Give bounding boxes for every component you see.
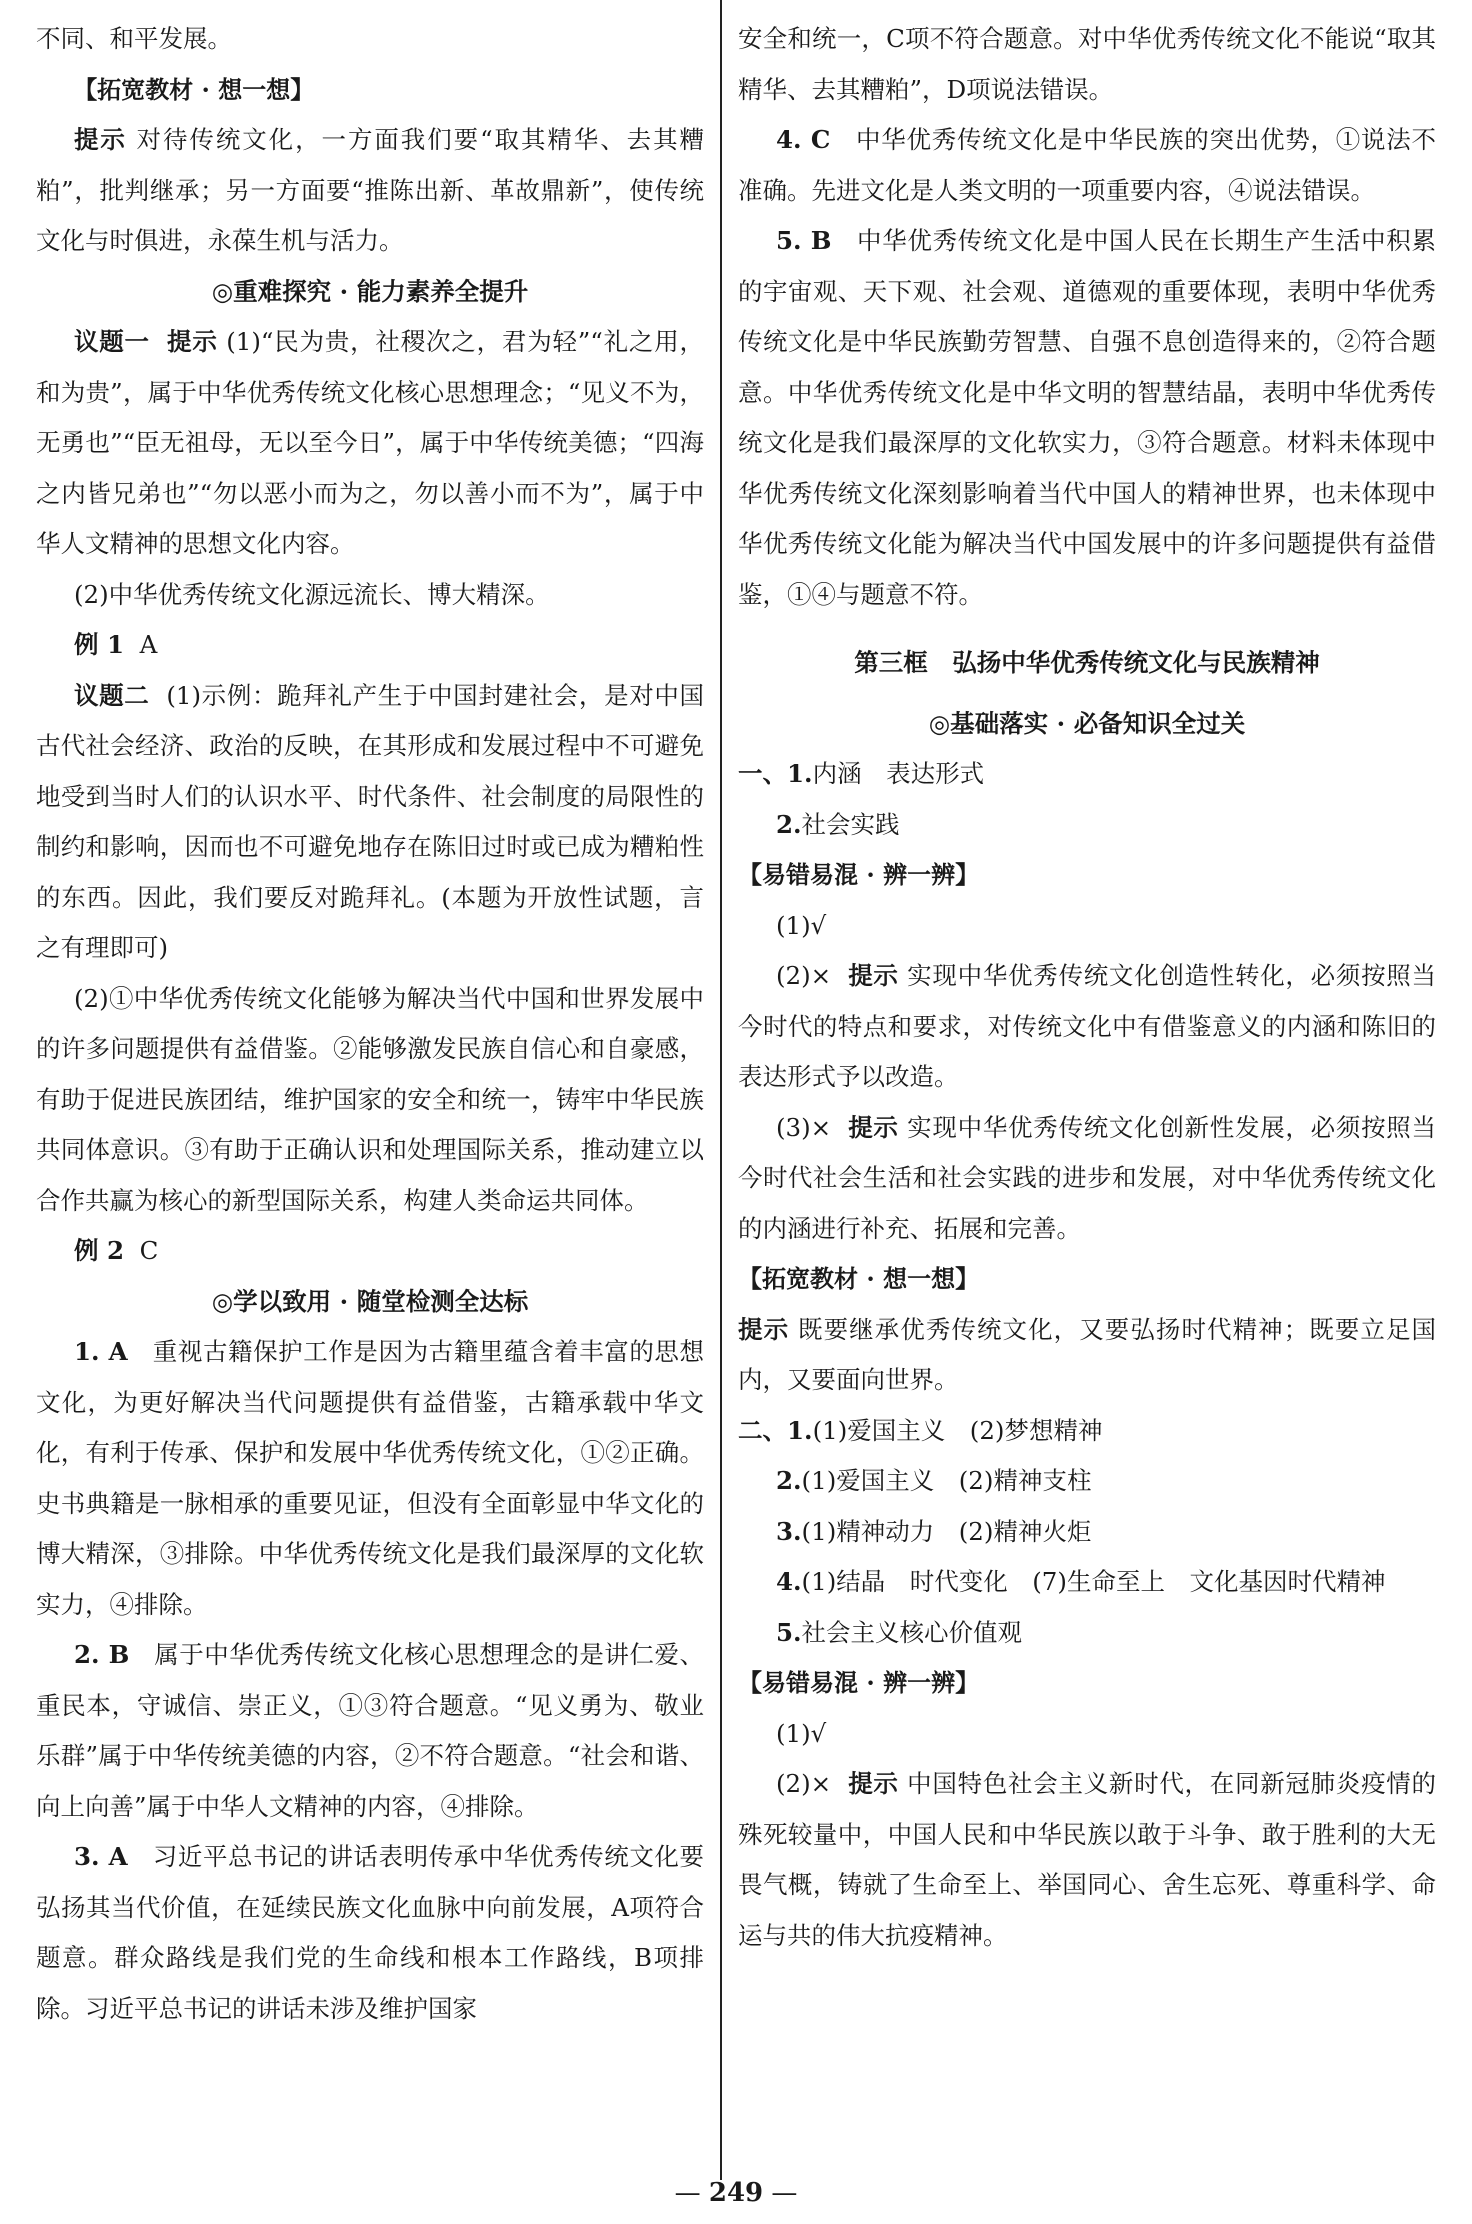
hint-label: 提示 bbox=[167, 327, 218, 356]
question-answer bbox=[36, 1630, 704, 1832]
answer-text: (1)精神动力 (2)精神火炬 bbox=[801, 1516, 1092, 1546]
answer-line bbox=[738, 1406, 1436, 1457]
paragraph-text: 重视古籍保护工作是因为古籍里蕴含着丰富的思想文化，为更好解决当代问题提供有益借鉴，古籍承载中华文化，有利于传承、保护和发展中华优秀传统文化，①②正确。史书典籍是一脉相承的重要见证，但没有全面彰显中华文化的博大精深，③排除。中华优秀传统文化是我们最深厚的文化软实力，④排除。 bbox=[36, 1337, 704, 1619]
answer-letter: A bbox=[139, 630, 158, 659]
right-column bbox=[738, 14, 1436, 1961]
answer-text: (1)爱国主义 (2)梦想精神 bbox=[812, 1415, 1103, 1445]
section-heading: ◎基础落实 · 必备知识全过关 bbox=[928, 708, 1246, 738]
question-label: 5. B bbox=[775, 226, 832, 255]
answer-line bbox=[738, 800, 1436, 851]
paragraph-text: 中华优秀传统文化是中华民族的突出优势，①说法不准确。先进文化是人类文明的一项重要内容，④说法错误。 bbox=[738, 125, 1436, 205]
hint-label: 提示 bbox=[738, 1314, 790, 1344]
left-column bbox=[36, 14, 704, 2034]
section-heading: 【拓宽教材 · 想一想】 bbox=[738, 1264, 980, 1293]
hint-label: 提示 bbox=[848, 961, 899, 990]
answer-text: (1)爱国主义 (2)精神支柱 bbox=[801, 1466, 1092, 1495]
paragraph: 安全和统一，C项不符合题意。对中华优秀传统文化不能说“取其精华、去其糟粕”，D项说法错误。 bbox=[738, 24, 1436, 104]
judgement-mark: (2)× bbox=[775, 961, 832, 990]
paragraph bbox=[36, 115, 704, 267]
section-heading: 【易错易混 · 辨一辨】 bbox=[738, 1668, 980, 1697]
topic-label: 议题二 bbox=[73, 680, 150, 710]
example-label: 例 2 bbox=[73, 1236, 125, 1265]
answer-text: 内涵 表达形式 bbox=[812, 759, 985, 788]
paragraph bbox=[36, 1226, 704, 1277]
answer-line bbox=[738, 1507, 1436, 1558]
paragraph-text: 中华优秀传统文化是中国人民在长期生产生活中积累的宇宙观、天下观、社会观、道德观的重要体现，表明中华优秀传统文化是中华民族勤劳智慧、自强不息创造得来的，②符合题意。中华优秀传统文化是中华文明的智慧结晶，表明中华优秀传统文化是我们最深厚的文化软实力，③符合题意。材料未体现中华优秀传统文化深刻影响着当代中国人的精神世界，也未体现中华优秀传统文化能为解决当代中国发展中的许多问题提供有益借鉴，①④与题意不符。 bbox=[738, 226, 1436, 609]
question-label: 1. A bbox=[73, 1337, 128, 1366]
answer-text: (1)结晶 时代变化 (7)生命至上 文化基因时代精神 bbox=[801, 1567, 1386, 1596]
section-heading: ◎重难探究 · 能力素养全提升 bbox=[211, 276, 529, 306]
page-number-value: 249 bbox=[708, 2178, 764, 2208]
judgement-mark: (3)× bbox=[775, 1112, 832, 1142]
hint-label: 提示 bbox=[848, 1112, 899, 1142]
question-answer bbox=[36, 1327, 704, 1630]
section-heading: ◎学以致用 · 随堂检测全达标 bbox=[211, 1286, 529, 1316]
paragraph-text: 中国特色社会主义新时代，在同新冠肺炎疫情的殊死较量中，中国人民和中华民族以敢于斗争、敢于胜利的大无畏气概，铸就了生命至上、举国同心、舍生忘死、尊重科学、命运与共的伟大抗疫精神。 bbox=[738, 1769, 1437, 1950]
question-label: 2. B bbox=[73, 1640, 130, 1669]
hint-label: 提示 bbox=[73, 125, 127, 154]
answer-letter: C bbox=[139, 1236, 159, 1265]
item-label: 2. bbox=[775, 1466, 802, 1495]
item-label: 4. bbox=[775, 1567, 802, 1596]
frame-title: 第三框 弘扬中华优秀传统文化与民族精神 bbox=[854, 648, 1320, 677]
paragraph-text: 对待传统文化，一方面我们要“取其精华、去其糟粕”，批判继承；另一方面要“推陈出新、革故鼎新”，使传统文化与时俱进，永葆生机与活力。 bbox=[36, 125, 704, 255]
section-heading: 【拓宽教材 · 想一想】 bbox=[73, 74, 315, 104]
answer-text: 社会主义核心价值观 bbox=[801, 1617, 1023, 1647]
paragraph-text: 习近平总书记的讲话表明传承中华优秀传统文化要弘扬其当代价值，在延续民族文化血脉中向前发展，A项符合题意。群众路线是我们党的生命线和根本工作路线，B项排除。习近平总书记的讲话未涉及维护国家 bbox=[36, 1842, 704, 2023]
paragraph-text: (1)“民为贵，社稷次之，君为轻”“礼之用，和为贵”，属于中华优秀传统文化核心思想理念；“见义不为，无勇也”“臣无祖母，无以至今日”，属于中华传统美德；“四海之内皆兄弟也”“勿以恶小而为之，勿以善小而不为”，属于中华人文精神的思想文化内容。 bbox=[36, 327, 705, 558]
section-heading: 【易错易混 · 辨一辨】 bbox=[738, 860, 980, 889]
paragraph: 不同、和平发展。 bbox=[36, 24, 232, 53]
paragraph-text: 属于中华优秀传统文化核心思想理念的是讲仁爱、重民本，守诚信、崇正义，①③符合题意。“见义勇为、敬业乐群”属于中华传统美德的内容，②不符合题意。“社会和谐、向上向善”属于中华人文精神的内容，④排除。 bbox=[36, 1640, 704, 1821]
item-label: 二、1. bbox=[738, 1415, 813, 1445]
question-answer bbox=[738, 216, 1436, 620]
question-label: 3. A bbox=[73, 1842, 128, 1871]
paragraph bbox=[36, 620, 704, 671]
paragraph-text: 既要继承优秀传统文化，又要弘扬时代精神；既要立足国内，又要面向世界。 bbox=[738, 1314, 1437, 1394]
item-label: 一、1. bbox=[738, 759, 813, 788]
topic-label: 议题一 bbox=[73, 327, 150, 356]
paragraph-text: 实现中华优秀传统文化创新性发展，必须按照当今时代社会生活和社会实践的进步和发展，对中华优秀传统文化的内涵进行补充、拓展和完善。 bbox=[738, 1112, 1437, 1243]
answer-line bbox=[738, 749, 1436, 800]
paragraph bbox=[738, 1305, 1436, 1406]
paragraph: (2)①中华优秀传统文化能够为解决当代中国和世界发展中的许多问题提供有益借鉴。②能够激发民族自信心和自豪感，有助于促进民族团结，维护国家的安全和统一，铸牢中华民族共同体意识。③有助于正确认识和处理国际关系，推动建立以合作共赢为核心的新型国际关系，构建人类命运共同体。 bbox=[36, 983, 704, 1215]
answer-line bbox=[738, 1759, 1436, 1961]
answer-line bbox=[738, 1557, 1436, 1608]
answer-line: (1)√ bbox=[775, 910, 827, 940]
paragraph-text: 实现中华优秀传统文化创造性转化，必须按照当今时代的特点和要求，对传统文化中有借鉴意义的内涵和陈旧的表达形式予以改造。 bbox=[738, 961, 1437, 1091]
answer-line bbox=[738, 1608, 1436, 1659]
answer-line bbox=[738, 1103, 1436, 1255]
answer-line bbox=[738, 951, 1436, 1103]
question-answer bbox=[738, 115, 1436, 216]
column-divider bbox=[720, 0, 722, 2180]
item-label: 2. bbox=[775, 809, 802, 839]
item-label: 5. bbox=[775, 1617, 802, 1647]
hint-label: 提示 bbox=[848, 1769, 899, 1798]
paragraph: (2)中华优秀传统文化源远流长、博大精深。 bbox=[73, 579, 550, 609]
page-number: — 249 — bbox=[674, 2178, 798, 2208]
item-label: 3. bbox=[775, 1516, 802, 1546]
paragraph bbox=[36, 317, 704, 570]
answer-line: (1)√ bbox=[775, 1718, 827, 1748]
question-label: 4. C bbox=[775, 125, 831, 154]
answer-line bbox=[738, 1456, 1436, 1507]
judgement-mark: (2)× bbox=[775, 1769, 832, 1798]
paragraph-text: (1)示例：跪拜礼产生于中国封建社会，是对中国古代社会经济、政治的反映，在其形成和发展过程中不可避免地受到当时人们的认识水平、时代条件、社会制度的局限性的制约和影响，因而也不可避免地存在陈旧过时或已成为糟粕性的东西。因此，我们要反对跪拜礼。(本题为开放性试题，言之有理即可) bbox=[36, 680, 705, 962]
answer-text: 社会实践 bbox=[801, 809, 900, 839]
question-answer bbox=[36, 1832, 704, 2034]
example-label: 例 1 bbox=[73, 630, 125, 659]
paragraph bbox=[36, 671, 704, 974]
